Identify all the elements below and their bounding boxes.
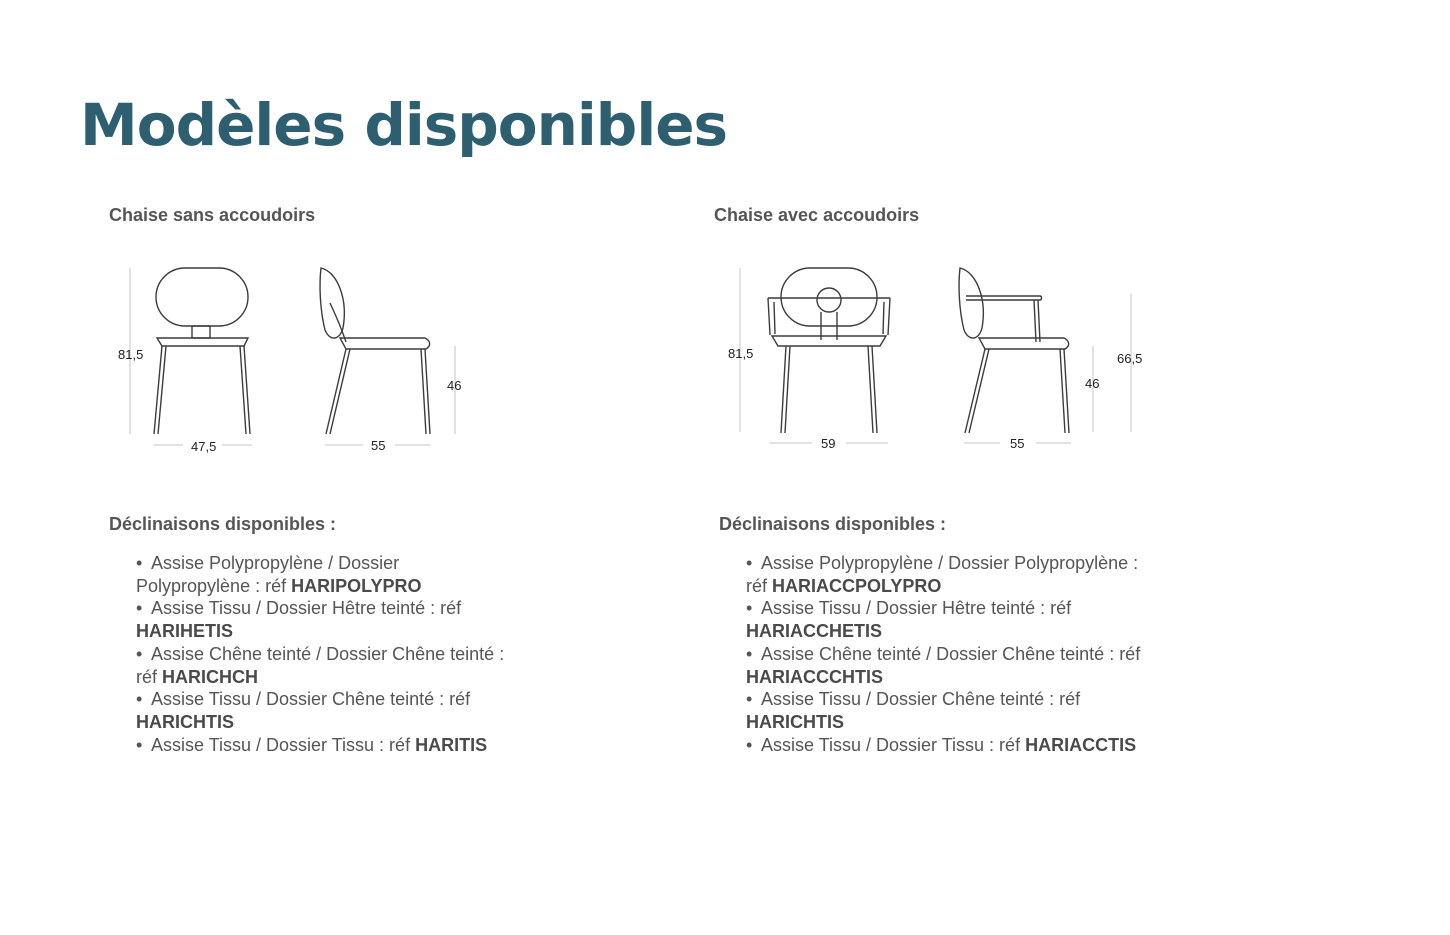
dim-width-right: 59 [821,436,836,451]
chair-without-armrests-front-view [130,268,252,445]
subtitle-chair-with-armrests: Chaise avec accoudoirs [714,205,920,225]
list-item: • Assise Tissu / Dossier Chêne teinté : réf HARICHTIS [746,689,1081,732]
dim-height-right: 81,5 [728,346,754,361]
list-item: • Assise Tissu / Dossier Tissu : réf HARIACCTIS [746,734,1137,755]
list-item: • Assise Chêne teinté / Dossier Chêne teinté : réf HARIACCCHTIS [746,643,1141,687]
dim-height-left: 81,5 [118,347,144,362]
list-item: • Assise Chêne teinté / Dossier Chêne teinté : réf HARICHCH [136,643,505,687]
chair-without-armrests-side-view [320,268,455,445]
declinations-list-right [746,552,1140,756]
dim-depth-right: 55 [1010,436,1025,451]
dim-seat-height-right: 46 [1085,376,1100,391]
page-title: Modèles disponibles [80,91,728,159]
dim-armrest-height-right: 66,5 [1117,351,1143,366]
declinations-title-right: Déclinaisons disponibles : [719,514,947,534]
subtitle-chair-without-armrests: Chaise sans accoudoirs [109,205,316,225]
list-item: • Assise Tissu / Dossier Tissu : réf HARITIS [136,734,488,755]
list-item: • Assise Tissu / Dossier Chêne teinté : réf HARICHTIS [136,689,471,732]
chair-with-armrests-front-view [740,268,890,443]
declinations-list-left [136,552,504,756]
list-item: • Assise Tissu / Dossier Hêtre teinté : réf HARIHETIS [136,598,462,642]
dim-depth-left: 55 [371,438,386,453]
dim-width-left: 47,5 [191,439,217,454]
declinations-title-left: Déclinaisons disponibles : [109,514,337,534]
dim-seat-height-left: 46 [447,378,462,393]
list-item: • Assise Tissu / Dossier Hêtre teinté : réf HARIACCHETIS [746,598,1072,642]
list-item: • Assise Polypropylène / Dossier Polypropylène : réf HARIPOLYPRO [136,553,422,596]
list-item: • Assise Polypropylène / Dossier Polypropylène : réf HARIACCPOLYPRO [746,553,1139,596]
chair-with-armrests-side-view [959,268,1131,443]
